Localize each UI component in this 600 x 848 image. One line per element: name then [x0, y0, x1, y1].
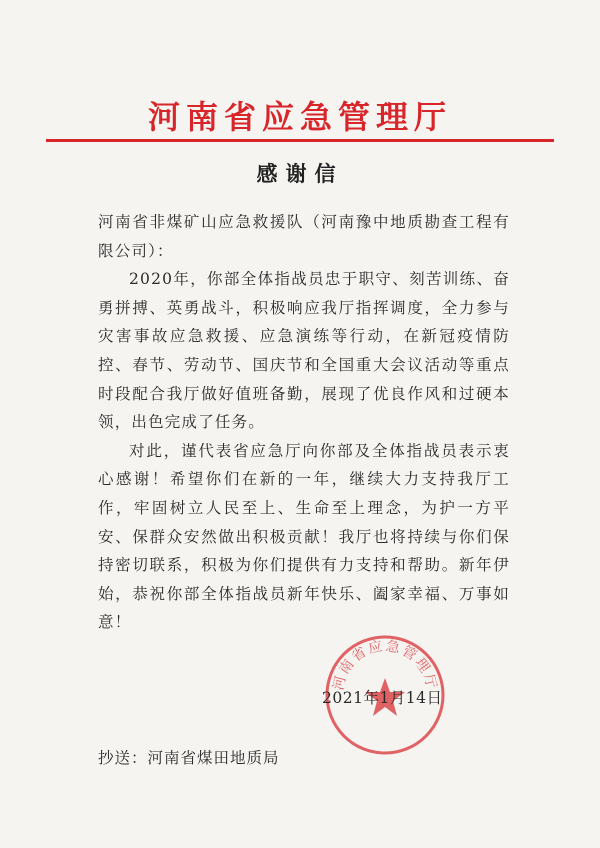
paragraph-2: 对此，谨代表省应急厅向你部及全体指战员表示衷心感谢！希望你们在新的一年，继续大力支持我厅工作，牢固树立人民至上、生命至上理念，为护一方平安、保群众安然做出积极贡献！我厅也将持续与你们保持密切联系，积极为你们提供有力支持和帮助。新年伊始，恭祝你部全体指战员新年快乐、阖家幸福、万事如意！: [98, 441, 510, 632]
letter-date: 2021年1月14日: [322, 689, 443, 707]
document-title: 感谢信: [256, 161, 344, 186]
svg-text:河南省应急管理厅: 河南省应急管理厅: [330, 638, 440, 692]
cc-line: 抄送：河南省煤田地质局: [98, 749, 280, 767]
letterhead-rule: [46, 139, 554, 142]
paragraph-1: 2020年，你部全体指战员忠于职守、刻苦训练、奋勇拼搏、英勇战斗，积极响应我厅指挥调度，全力参与灾害事故应急救援、应急演练等行动，在新冠疫情防控、春节、劳动节、国庆节和全国重大会议活动等重点时段配合我厅做好值班备勤，展现了优良作风和过硬本领，出色完成了任务。: [98, 270, 510, 432]
letter-body: [98, 208, 510, 637]
letterhead-title: 河南省应急管理厅: [147, 98, 452, 136]
recipient-line: 河南省非煤矿山应急救援队（河南豫中地质勘查工程有限公司）：: [98, 213, 510, 260]
